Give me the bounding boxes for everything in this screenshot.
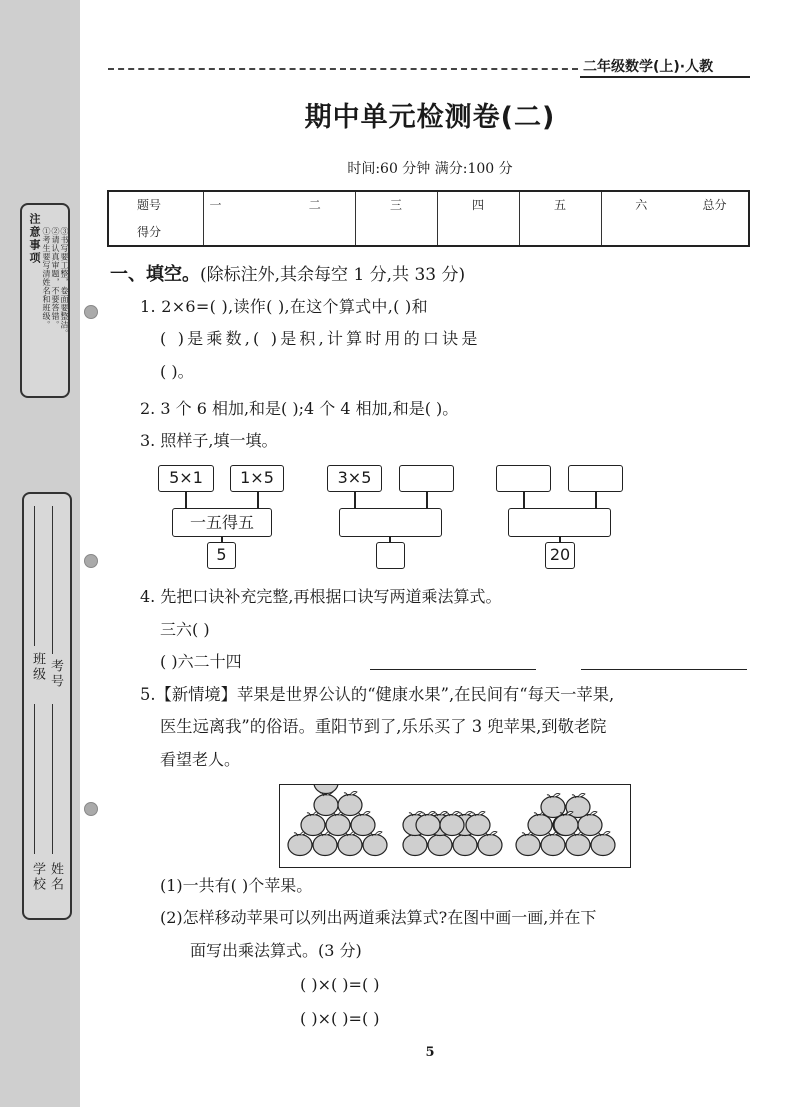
binding-hole-1: [84, 305, 98, 319]
q4-text: 4. 先把口诀补充完整,再根据口诀写两道乘法算式。: [140, 587, 502, 606]
binding-hole-2: [84, 554, 98, 568]
q3-second-left-box: 3×5: [327, 465, 382, 492]
q3-example-right-box: 1×5: [230, 465, 284, 492]
score-header-6: 六: [601, 191, 681, 219]
number-label: 考号: [48, 659, 63, 689]
q2-text: 2. 3 个 6 相加,和是( );4 个 4 相加,和是( )。: [140, 399, 459, 418]
apple-picture-frame: [279, 784, 631, 868]
score-header-3: 三: [355, 191, 437, 219]
q5-line-2: 医生远离我”的俗语。重阳节到了,乐乐买了 3 兜苹果,到敬老院: [160, 717, 607, 736]
notice-box: [20, 203, 70, 398]
q1-line-3: ( )。: [160, 362, 194, 381]
school-label: 学校: [30, 862, 45, 892]
notice-line-2: ②请认真审题，不要答错。: [51, 227, 60, 329]
q5-line-3: 看望老人。: [160, 750, 241, 769]
score-header-5: 五: [519, 191, 601, 219]
score-cell-5[interactable]: [519, 219, 601, 246]
score-table: [107, 190, 750, 247]
q5-sub-2-line-1: (2)怎样移动苹果可以列出两道乘法算式?在图中画一画,并在下: [160, 908, 597, 927]
q3-third-rhyme-box[interactable]: [508, 508, 611, 537]
apple-pile-3[interactable]: [516, 793, 615, 855]
student-info-box: [22, 492, 72, 920]
q5-formula-2: ( )×( )=( ): [300, 1009, 380, 1028]
series-label: 二年级数学(上)·人教: [583, 59, 714, 75]
series-underline: [580, 76, 750, 78]
q3-third-result-box: 20: [545, 542, 575, 569]
notice-title: 注意事项: [28, 213, 41, 265]
apple-picture: [280, 785, 629, 866]
name-label: 姓名: [48, 862, 63, 892]
school-blank[interactable]: [34, 704, 35, 854]
score-cell-3[interactable]: [355, 219, 437, 246]
q4-answer-line-2[interactable]: [581, 669, 747, 670]
section-1-title: 一、填空。: [110, 264, 200, 285]
notice-line-1: ①考生要写清姓名和班级。: [42, 227, 51, 329]
q5-sub-2-line-2: 面写出乘法算式。(3 分): [190, 941, 362, 960]
q3-example-result-box: 5: [207, 542, 236, 569]
number-blank[interactable]: [52, 506, 53, 654]
time-info: 时间:60 分钟 满分:100 分: [347, 161, 513, 177]
q3-third-right-box[interactable]: [568, 465, 623, 492]
score-cell-1[interactable]: [203, 219, 275, 246]
score-header-1: 一: [203, 191, 275, 219]
q5-line-1: 5.【新情境】苹果是世界公认的“健康水果”,在民间有“每天一苹果,: [140, 685, 615, 704]
q3-second-rhyme-box[interactable]: [339, 508, 442, 537]
class-label: 班级: [30, 652, 45, 682]
apple-pile-1[interactable]: [288, 785, 387, 856]
score-header-label: 题号: [108, 191, 203, 219]
score-row-label: 得分: [108, 219, 203, 246]
q3-third-left-box[interactable]: [496, 465, 551, 492]
score-header-4: 四: [437, 191, 519, 219]
q3-text: 3. 照样子,填一填。: [140, 431, 278, 450]
q4-line-1: 三六( ): [160, 620, 210, 639]
score-cell-2[interactable]: [275, 219, 355, 246]
score-header-total: 总分: [681, 191, 749, 219]
notice-line-3: ③书写要工整，卷面要整洁。: [60, 227, 69, 338]
header-dash-line: [108, 68, 578, 70]
score-cell-total[interactable]: [681, 219, 749, 246]
apple-pile-2[interactable]: [403, 811, 502, 855]
class-blank[interactable]: [34, 506, 35, 646]
score-cell-4[interactable]: [437, 219, 519, 246]
section-1-note: (除标注外,其余每空 1 分,共 33 分): [200, 265, 466, 285]
score-cell-6[interactable]: [601, 219, 681, 246]
name-blank[interactable]: [52, 704, 53, 854]
q3-example-left-box: 5×1: [158, 465, 214, 492]
section-1-heading: [110, 260, 465, 286]
q3-second-right-box[interactable]: [399, 465, 454, 492]
q4-answer-line-1[interactable]: [370, 669, 536, 670]
q3-example-rhyme-box: 一五得五: [172, 508, 272, 537]
binding-hole-3: [84, 802, 98, 816]
page-number: 5: [425, 1045, 435, 1060]
q5-sub-1: (1)一共有( )个苹果。: [160, 876, 313, 895]
q1-line-2: ( )是乘数,( )是积,计算时用的口诀是: [160, 329, 481, 348]
score-header-2: 二: [275, 191, 355, 219]
page-title: 期中单元检测卷(二): [304, 102, 556, 133]
q4-line-2: ( )六二十四: [160, 652, 242, 671]
q1-line-1: 1. 2×6=( ),读作( ),在这个算式中,( )和: [140, 297, 428, 316]
q5-formula-1: ( )×( )=( ): [300, 975, 380, 994]
q3-second-result-box[interactable]: [376, 542, 405, 569]
